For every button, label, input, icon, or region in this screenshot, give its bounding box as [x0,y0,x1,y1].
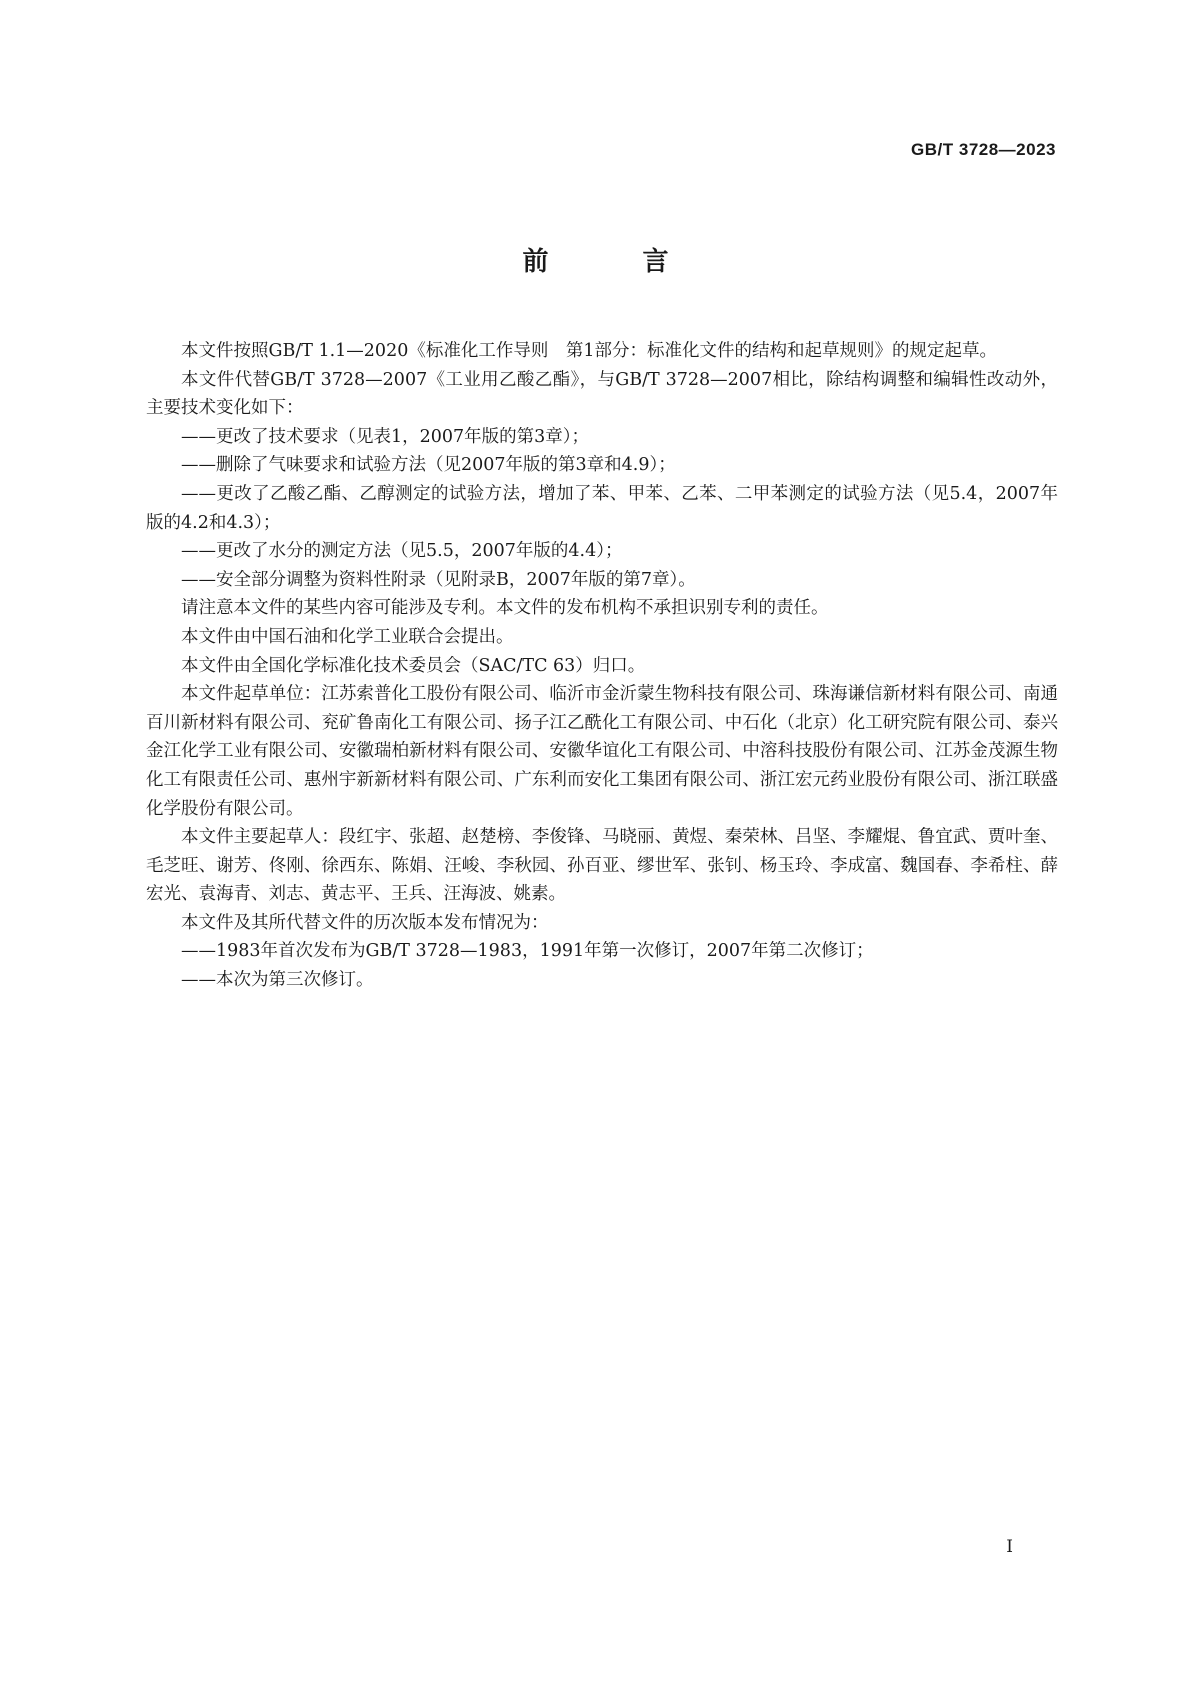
page-number: I [1006,1537,1013,1557]
paragraph-committee: 本文件由全国化学标准化技术委员会（SAC/TC 63）归口。 [181,655,646,676]
paragraph-history-intro: 本文件及其所代替文件的历次版本发布情况为： [181,912,549,933]
page-title: 前 言 [522,247,703,277]
change-item: ——删除了气味要求和试验方法（见2007年版的第3章和4.9）； [181,455,676,476]
history-item: ——1983年首次发布为GB/T 3728—1983，1991年第一次修订，2007年第二次修订； [181,941,874,962]
history-item: ——本次为第三次修订。 [181,970,374,991]
paragraph-drafting-basis: 本文件按照GB/T 1.1—2020《标准化工作导则 第1部分：标准化文件的结构和起草规则》的规定起草。 [181,341,997,361]
change-item: ——安全部分调整为资料性附录（见附录B，2007年版的第7章）。 [181,569,696,590]
foreword-body [146,337,1058,995]
document-number: GB/T 3728—2023 [911,140,1056,159]
change-item: ——更改了水分的测定方法（见5.5，2007年版的4.4）； [181,541,623,562]
paragraph-proposer: 本文件由中国石油和化学工业联合会提出。 [181,626,514,647]
paragraph-drafting-units: 本文件起草单位：江苏索普化工股份有限公司、临沂市金沂蒙生物科技有限公司、珠海谦信新材料有限公司、南通百川新材料有限公司、兖矿鲁南化工有限公司、扬子江乙酰化工有限公司、中石化（北京）化工研究院有限公司、泰兴金江化学工业有限公司、安徽瑞柏新材料有限公司、安徽华谊化工有限公司、中溶科技股份有限公司、江苏金茂源生物化工有限责任公司、惠州宇新新材料有限公司、广东利而安化工集团有限公司、浙江宏元药业股份有限公司、浙江联盛化学股份有限公司。 [146,684,1058,819]
paragraph-drafters: 本文件主要起草人：段红宇、张超、赵楚榜、李俊锋、马晓丽、黄煜、秦荣林、吕坚、李耀焜、鲁宜武、贾叶奎、毛芝旺、谢芳、佟刚、徐西东、陈娟、汪峻、李秋园、孙百亚、缪世军、张钊、杨玉玲、李成富、魏国春、李希柱、薛宏光、袁海青、刘志、黄志平、王兵、汪海波、姚素。 [146,827,1058,905]
change-item: ——更改了技术要求（见表1，2007年版的第3章）； [181,426,590,447]
change-item: ——更改了乙酸乙酯、乙醇测定的试验方法，增加了苯、甲苯、乙苯、二甲苯测定的试验方法（见5.4，2007年版的4.2和4.3）； [146,483,1058,533]
paragraph-replacement: 本文件代替GB/T 3728—2007《工业用乙酸乙酯》，与GB/T 3728—2007相比，除结构调整和编辑性改动外，主要技术变化如下： [146,369,1058,419]
paragraph-patent-notice: 请注意本文件的某些内容可能涉及专利。本文件的发布机构不承担识别专利的责任。 [181,598,829,619]
